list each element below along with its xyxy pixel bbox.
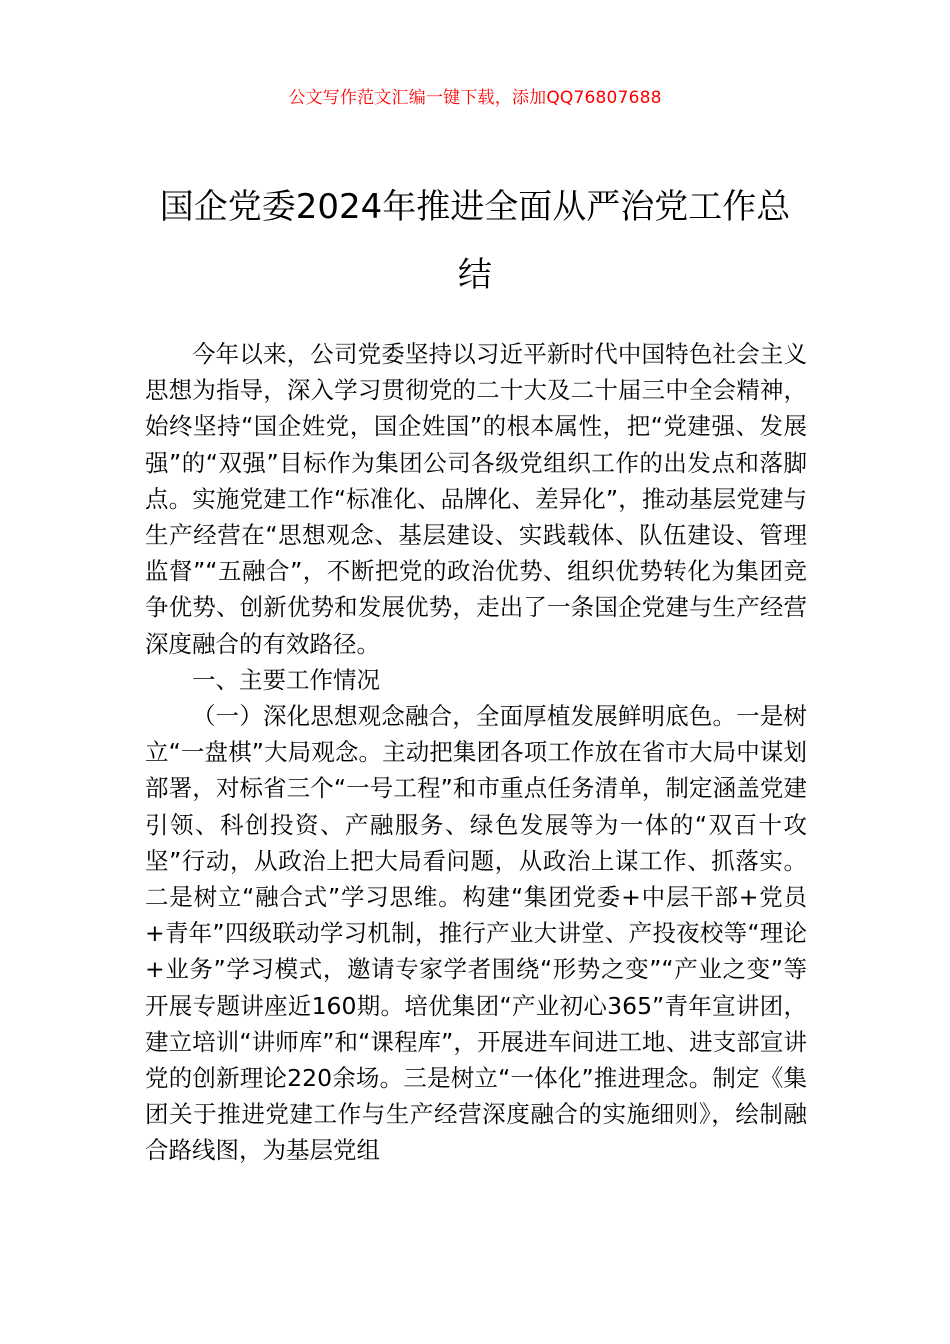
document-body	[145, 336, 807, 1169]
section-heading: 一、主要工作情况	[192, 665, 380, 694]
document-title: 国企党委2024年推进全面从严治党工作总结	[159, 187, 791, 295]
subsection-paragraph: （一）深化思想观念融合，全面厚植发展鲜明底色。一是树立“一盘棋”大局观念。主动把集团各项工作放在省市大局中谋划部署，对标省三个“一号工程”和市重点任务清单，制定涵盖党建引领、科创投资、产融服务、绿色发展等为一体的“双百十攻坚”行动，从政治上把大局看问题，从政治上谋工作、抓落实。二是树立“融合式”学习思维。构建“集团党委+中层干部+党员+青年”四级联动学习机制，推行产业大讲堂、产投夜校等“理论+业务”学习模式，邀请专家学者围绕“形势之变”“产业之变”等开展专题讲座近160期。培优集团“产业初心365”青年宣讲团，建立培训“讲师库”和“课程库”，开展进车间进工地、进支部宣讲党的创新理论220余场。三是树立“一体化”推进理念。制定《集团关于推进党建工作与生产经营深度融合的实施细则》，绘制融合路线图，为基层党组	[145, 702, 807, 1165]
header-download-note: 公文写作范文汇编一键下载，添加QQ76807688	[288, 88, 662, 108]
intro-paragraph: 今年以来，公司党委坚持以习近平新时代中国特色社会主义思想为指导，深入学习贯彻党的二十大及二十届三中全会精神，始终坚持“国企姓党，国企姓国”的根本属性，把“党建强、发展强”的“双强”目标作为集团公司各级党组织工作的出发点和落脚点。实施党建工作“标准化、品牌化、差异化”，推动基层党建与生产经营在“思想观念、基层建设、实践载体、队伍建设、管理监督”“五融合”，不断把党的政治优势、组织优势转化为集团竞争优势、创新优势和发展优势，走出了一条国企党建与生产经营深度融合的有效路径。	[145, 340, 807, 658]
